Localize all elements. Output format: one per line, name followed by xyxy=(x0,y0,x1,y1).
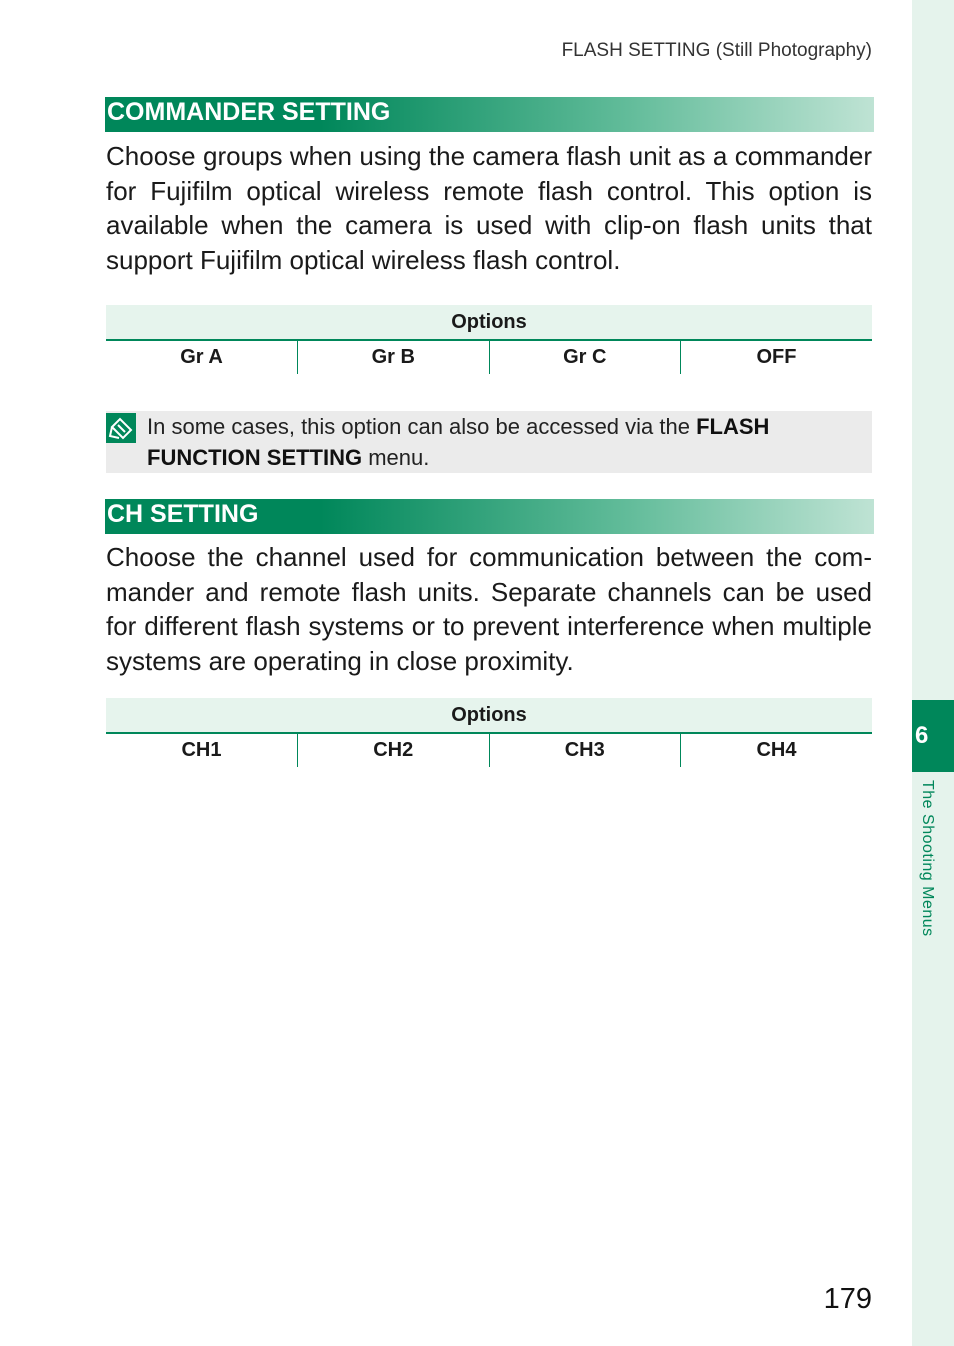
option-cell: Gr A xyxy=(180,346,223,368)
note-text xyxy=(147,411,872,473)
option-cell: CH1 xyxy=(181,739,222,761)
option-cell: CH3 xyxy=(489,733,681,767)
section-heading-ch-setting: CH SETTING xyxy=(105,499,874,534)
section-body-commander-setting: Choose groups when using the camera flash unit as a commander for Fujifilm optical wireless remote flash control. This option is available when the camera is used with clip-on flash units that support Fujifilm optical wireless flash control. xyxy=(106,141,872,275)
options-table-header: Options xyxy=(106,305,872,340)
section-body-ch-setting: Choose the channel used for communication between the commander and remote flash units. Separate channels can be used for different flash systems or to prevent interference when multiple systems are operating in close proximity. xyxy=(106,542,872,676)
note-text-after: menu. xyxy=(362,445,430,470)
note-menu-name: FLASH FUNCTION SETTING xyxy=(147,414,770,470)
chapter-title: The Shooting Menus xyxy=(919,780,936,937)
note-pencil-icon xyxy=(106,413,136,443)
page-number: 179 xyxy=(823,1283,872,1315)
option-cell: CH4 xyxy=(681,733,873,767)
chapter-side-strip xyxy=(912,0,954,1346)
running-head: FLASH SETTING (Still Photography) xyxy=(561,40,872,61)
section-heading-commander-setting: COMMANDER SETTING xyxy=(105,97,874,132)
note-box xyxy=(106,411,872,473)
note-text-before: In some cases, this option can also be accessed via the xyxy=(147,414,697,439)
option-cell: OFF xyxy=(681,340,873,374)
options-table-channel xyxy=(106,698,872,767)
option-cell: CH2 xyxy=(298,733,490,767)
option-cell: Gr C xyxy=(489,340,681,374)
chapter-tab: 6 xyxy=(912,700,954,772)
option-cell: Gr B xyxy=(298,340,490,374)
options-table-commander xyxy=(106,305,872,374)
options-table-header: Options xyxy=(106,698,872,733)
